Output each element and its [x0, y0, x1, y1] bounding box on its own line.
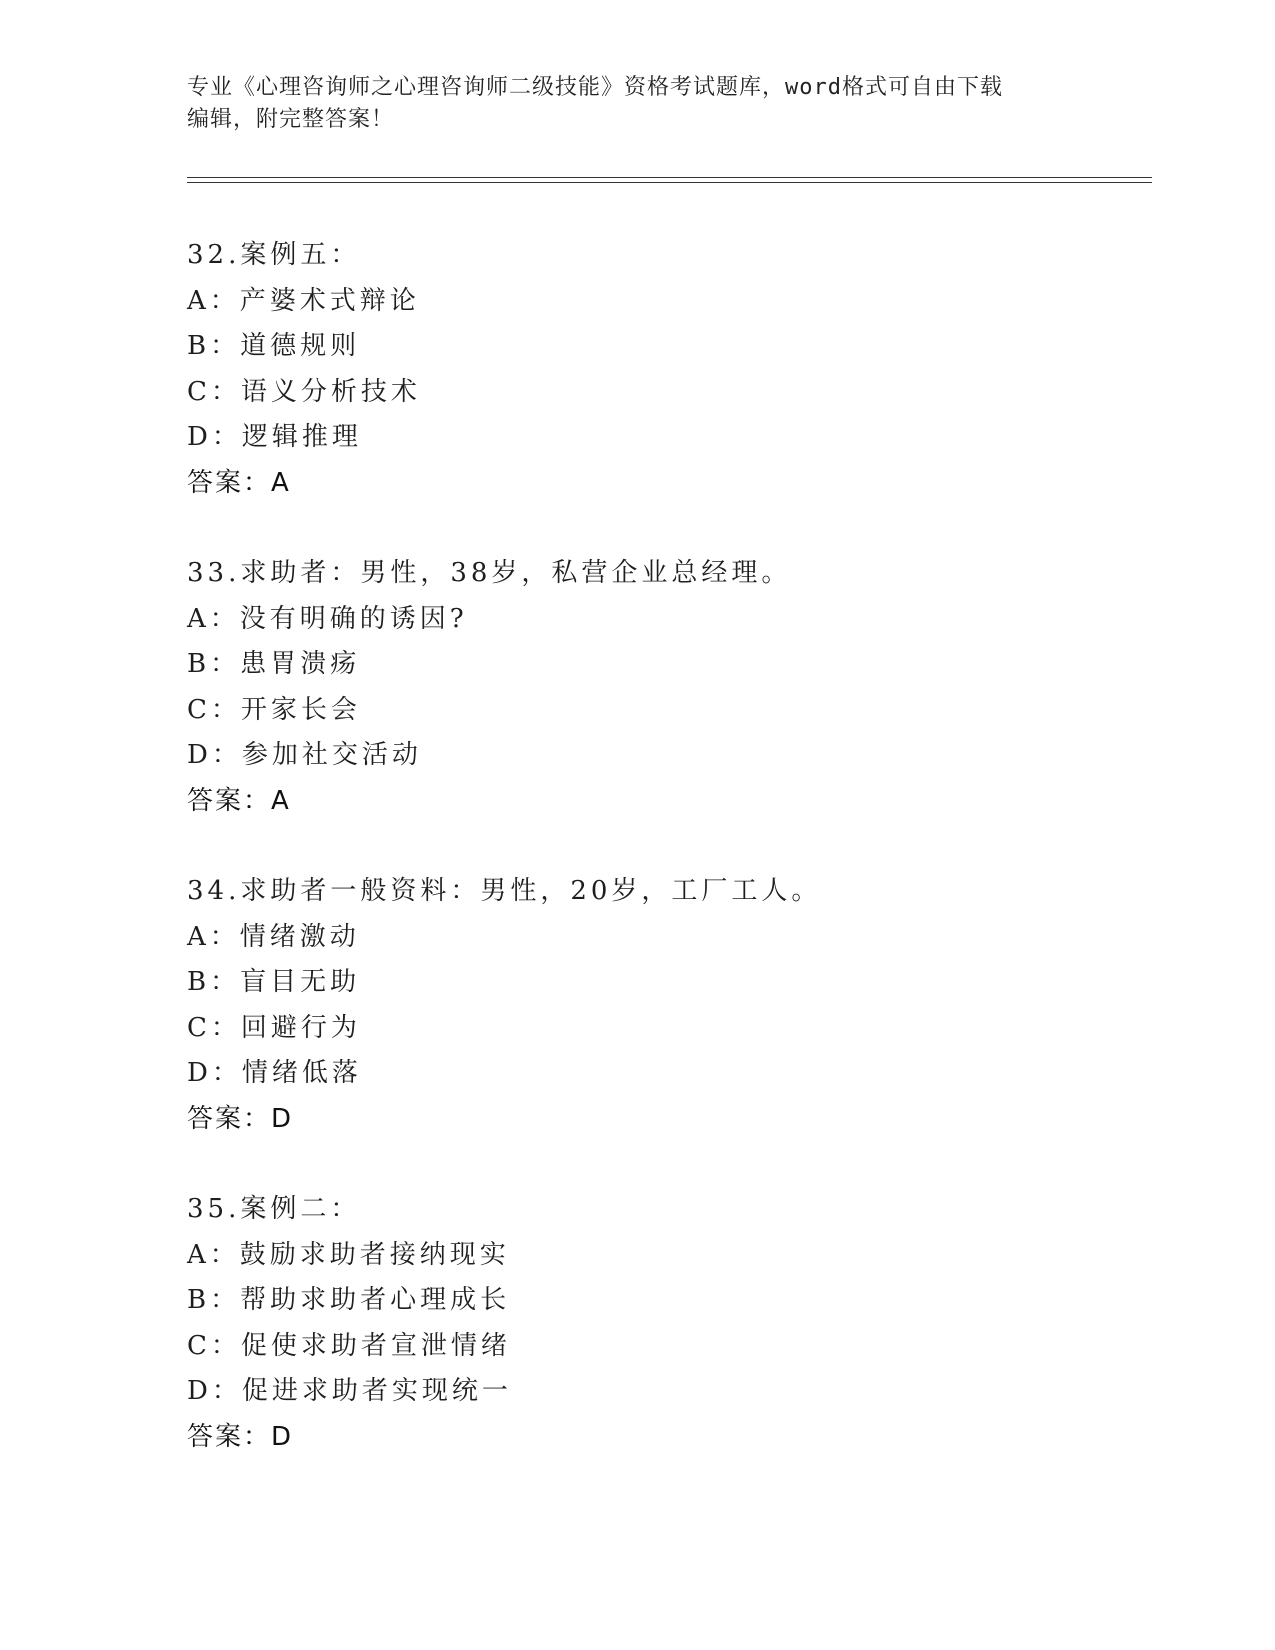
answer-line: 答案：D [187, 1421, 294, 1452]
option-d: D：逻辑推理 [187, 422, 362, 452]
question-33 [187, 551, 1087, 824]
header-divider-bottom [187, 182, 1152, 183]
question-stem: 32.案例五： [187, 240, 361, 270]
option-b: B：帮助求助者心理成长 [187, 1285, 511, 1315]
question-34 [187, 869, 1087, 1142]
option-d: D：促进求助者实现统一 [187, 1376, 512, 1406]
option-d: D：参加社交活动 [187, 740, 422, 770]
header-line-1: 专业《心理咨询师之心理咨询师二级技能》资格考试题库，word格式可自由下载 [187, 75, 1003, 100]
answer-line: 答案：D [187, 1103, 294, 1134]
question-stem: 33.求助者：男性，38岁，私营企业总经理。 [187, 558, 792, 588]
option-a: A：没有明确的诱因? [187, 603, 468, 634]
option-c: C：回避行为 [187, 1012, 361, 1043]
answer-line: 答案：A [187, 785, 291, 816]
option-a: A：情绪激动 [187, 921, 360, 952]
option-b: B：盲目无助 [187, 967, 361, 997]
header-line-2: 编辑，附完整答案！ [187, 107, 395, 132]
option-b: B：道德规则 [187, 331, 361, 361]
option-a: A：鼓励求助者接纳现实 [187, 1239, 510, 1270]
question-stem: 35.案例二： [187, 1194, 361, 1224]
option-a: A：产婆术式辩论 [187, 285, 420, 316]
option-c: C：促使求助者宣泄情绪 [187, 1330, 511, 1361]
option-d: D：情绪低落 [187, 1058, 362, 1088]
question-stem: 34.求助者一般资料：男性，20岁，工厂工人。 [187, 876, 822, 906]
question-32 [187, 233, 1087, 506]
answer-line: 答案：A [187, 467, 291, 498]
option-b: B：患胃溃疡 [187, 649, 361, 679]
document-header [187, 72, 1067, 136]
option-c: C：语义分析技术 [187, 376, 421, 407]
header-divider-top [187, 177, 1152, 178]
option-c: C：开家长会 [187, 694, 361, 725]
question-35 [187, 1187, 1087, 1460]
